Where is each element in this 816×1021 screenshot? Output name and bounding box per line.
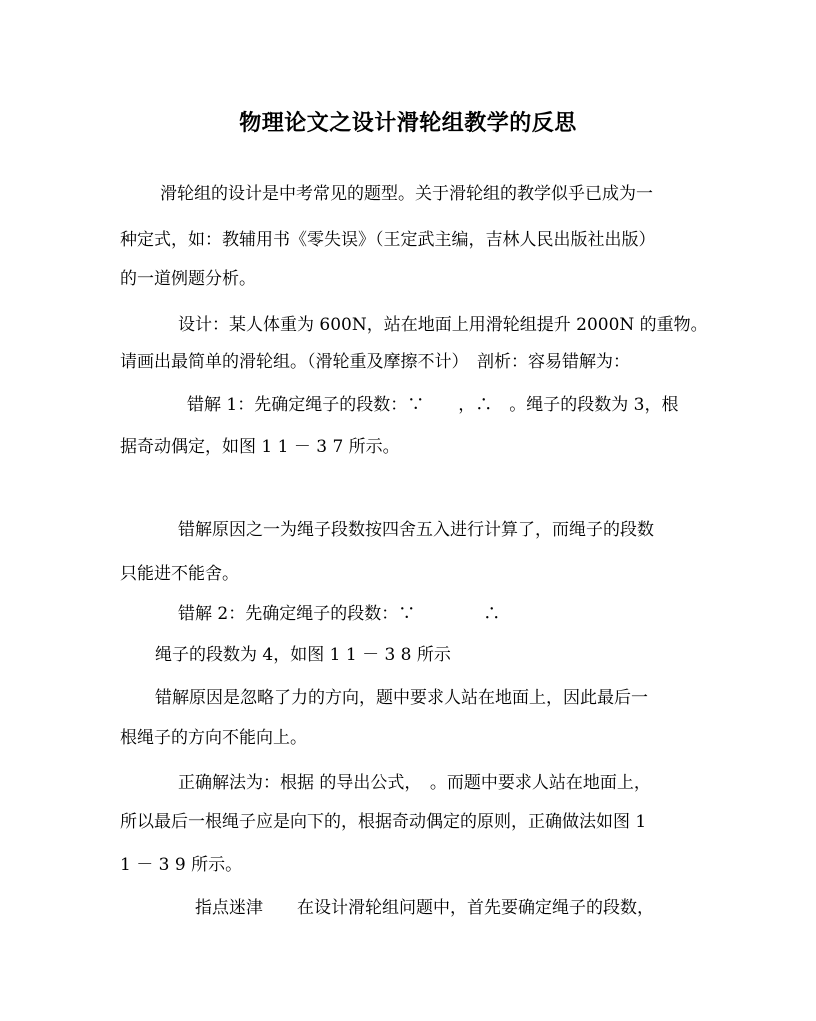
paragraph-line: 错解 1：先确定绳子的段数：∵ ，∴ 。绳子的段数为 3，根: [187, 395, 679, 415]
paragraph-line: 根绳子的方向不能向上。: [120, 728, 307, 748]
paragraph-line: 请画出最简单的滑轮组。（滑轮重及摩擦不计） 剖析：容易错解为：: [120, 352, 630, 372]
paragraph-line: 的一道例题分析。: [120, 269, 256, 289]
document-title: 物理论文之设计滑轮组教学的反思: [239, 110, 577, 136]
paragraph-line: 1 － 3 9 所示。: [120, 855, 243, 875]
paragraph-line: 所以最后一根绳子应是向下的，根据奇动偶定的原则，正确做法如图 1: [120, 812, 647, 832]
paragraph-line: 指点迷津 在设计滑轮组问题中，首先要确定绳子的段数，: [195, 898, 654, 918]
paragraph-line: 种定式，如：教辅用书《零失误》（王定武主编，吉林人民出版社出版）: [120, 230, 656, 250]
paragraph-line: 错解 2：先确定绳子的段数：∵ ∴: [178, 604, 501, 624]
paragraph-line: 绳子的段数为 4，如图 1 1 － 3 8 所示: [155, 645, 451, 665]
paragraph-line: 设计：某人体重为 600N，站在地面上用滑轮组提升 2000N 的重物。: [178, 315, 708, 335]
paragraph-line: 据奇动偶定，如图 1 1 － 3 7 所示。: [120, 437, 400, 457]
paragraph-line: 正确解法为：根据 的导出公式， 。而题中要求人站在地面上，: [178, 773, 651, 793]
paragraph-line: 错解原因是忽略了力的方向，题中要求人站在地面上，因此最后一: [155, 688, 648, 708]
paragraph-line: 只能进不能舍。: [120, 564, 239, 584]
paragraph-line: 滑轮组的设计是中考常见的题型。关于滑轮组的教学似乎已成为一: [160, 184, 653, 204]
paragraph-line: 错解原因之一为绳子段数按四舍五入进行计算了，而绳子的段数: [178, 520, 654, 540]
